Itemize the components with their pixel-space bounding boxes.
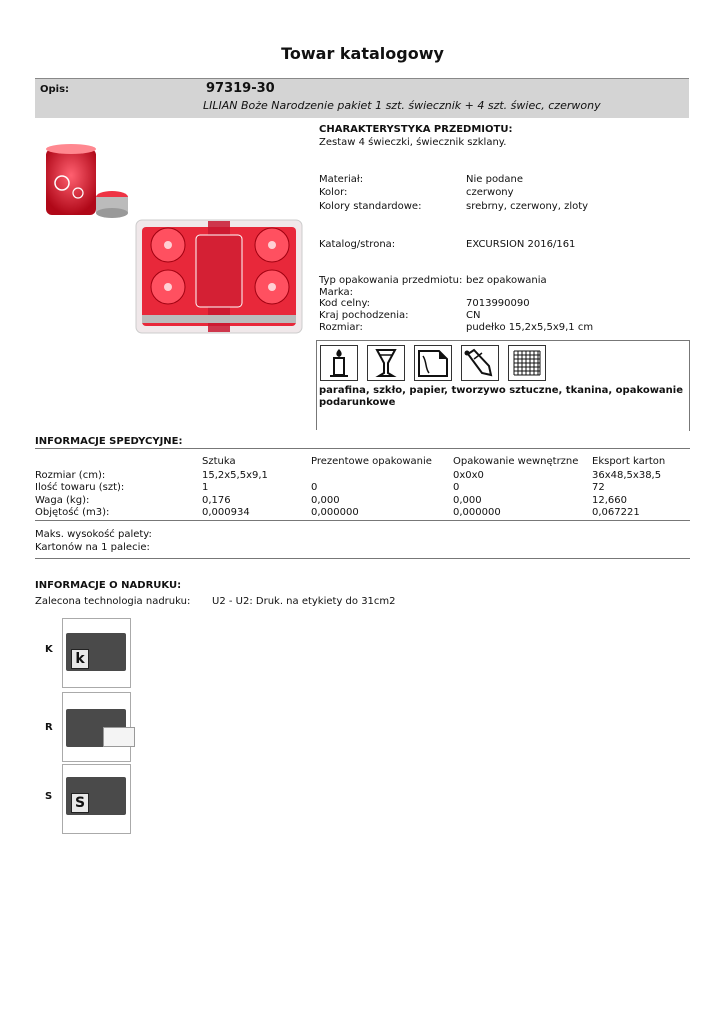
materials-box-left-border: [316, 340, 317, 430]
table-cell: 15,2x5,5x9,1: [202, 470, 268, 481]
opis-label: Opis:: [40, 84, 70, 95]
prop-label-catalog: Katalog/strona:: [319, 239, 396, 250]
col-header-gift-pack: Prezentowe opakowanie: [311, 456, 432, 467]
product-code: 97319-30: [206, 81, 275, 96]
table-cell: 0: [453, 482, 460, 493]
materials-text: parafina, szkło, papier, tworzywo sztuczne, tkanina, opakowanie podarunkowe: [319, 385, 684, 408]
print-technology-label: Zalecona technologia nadruku:: [35, 596, 191, 607]
table-cell: 0,000: [311, 495, 340, 506]
table-cell: 0,000934: [202, 507, 250, 518]
prop-label-brand: Marka:: [319, 287, 353, 298]
col-header-export-carton: Eksport karton: [592, 456, 666, 467]
wine-glass-icon: [367, 345, 405, 381]
table-cell: 0,000000: [453, 507, 501, 518]
paper-icon: [414, 345, 452, 381]
product-image: [40, 135, 310, 345]
print-area-badge-s: S: [71, 793, 89, 813]
table-cell: 0,067221: [592, 507, 640, 518]
variant-letter-k: K: [45, 644, 53, 655]
shipping-divider-bottom: [35, 558, 690, 559]
table-cell: 36x48,5x38,5: [592, 470, 662, 481]
characteristics-summary: Zestaw 4 świeczki, świecznik szklany.: [319, 137, 507, 148]
col-header-inner-pack: Opakowanie wewnętrzne: [453, 456, 579, 467]
table-cell: 12,660: [592, 495, 627, 506]
row-label-volume: Objętość (m3):: [35, 507, 110, 518]
prop-value-standard-colors: srebrny, czerwony, zloty: [466, 201, 589, 212]
table-cell: 0x0x0: [453, 470, 484, 481]
page-title: Towar katalogowy: [281, 44, 444, 63]
shipping-heading: INFORMACJE SPEDYCYJNE:: [35, 436, 183, 447]
prop-value-material: Nie podane: [466, 174, 524, 185]
characteristics-heading: CHARAKTERYSTYKA PRZEDMIOTU:: [319, 124, 513, 135]
table-cell: 0,000000: [311, 507, 359, 518]
print-thumbnail-k: [62, 618, 131, 688]
print-technology-value: U2 - U2: Druk. na etykiety do 31cm2: [212, 596, 396, 607]
plastic-bottle-icon: [461, 345, 499, 381]
prop-value-country: CN: [466, 310, 481, 321]
table-cell: 1: [202, 482, 209, 493]
table-cell: 0,176: [202, 495, 231, 506]
shipping-divider-middle: [35, 520, 690, 521]
table-cell: 72: [592, 482, 605, 493]
row-label-quantity: Ilość towaru (szt):: [35, 482, 125, 493]
product-description: LILIAN Boże Narodzenie pakiet 1 szt. świecznik + 4 szt. świec, czerwony: [203, 99, 601, 112]
prop-value-catalog: EXCURSION 2016/161: [466, 239, 576, 250]
variant-letter-r: R: [45, 722, 53, 733]
description-bar: [35, 78, 689, 118]
shipping-divider-top: [35, 448, 690, 449]
prop-value-packaging: bez opakowania: [466, 275, 547, 286]
prop-label-country: Kraj pochodzenia:: [319, 310, 409, 321]
print-thumbnail-s: [62, 764, 131, 834]
row-label-size: Rozmiar (cm):: [35, 470, 106, 481]
cartons-per-pallet-label: Kartonów na 1 palecie:: [35, 542, 150, 553]
prop-value-size: pudełko 15,2x5,5x9,1 cm: [466, 322, 594, 333]
prop-label-material: Materiał:: [319, 174, 364, 185]
fabric-icon: [508, 345, 546, 381]
prop-label-size: Rozmiar:: [319, 322, 363, 333]
pallet-height-label: Maks. wysokość palety:: [35, 529, 152, 540]
prop-value-color: czerwony: [466, 187, 514, 198]
print-area-badge-k: k: [71, 649, 89, 669]
prop-label-packaging: Typ opakowania przedmiotu:: [319, 275, 463, 286]
print-area-label-r: [103, 727, 135, 747]
prop-value-customs: 7013990090: [466, 298, 530, 309]
candle-icon: [320, 345, 358, 381]
table-cell: 0: [311, 482, 318, 493]
row-label-weight: Waga (kg):: [35, 495, 90, 506]
variant-letter-s: S: [45, 791, 53, 802]
printing-heading: INFORMACJE O NADRUKU:: [35, 580, 182, 591]
col-header-piece: Sztuka: [202, 456, 236, 467]
print-thumbnail-r: [62, 692, 131, 762]
prop-label-color: Kolor:: [319, 187, 348, 198]
table-cell: 0,000: [453, 495, 482, 506]
prop-label-standard-colors: Kolory standardowe:: [319, 201, 422, 212]
prop-label-customs: Kod celny:: [319, 298, 371, 309]
